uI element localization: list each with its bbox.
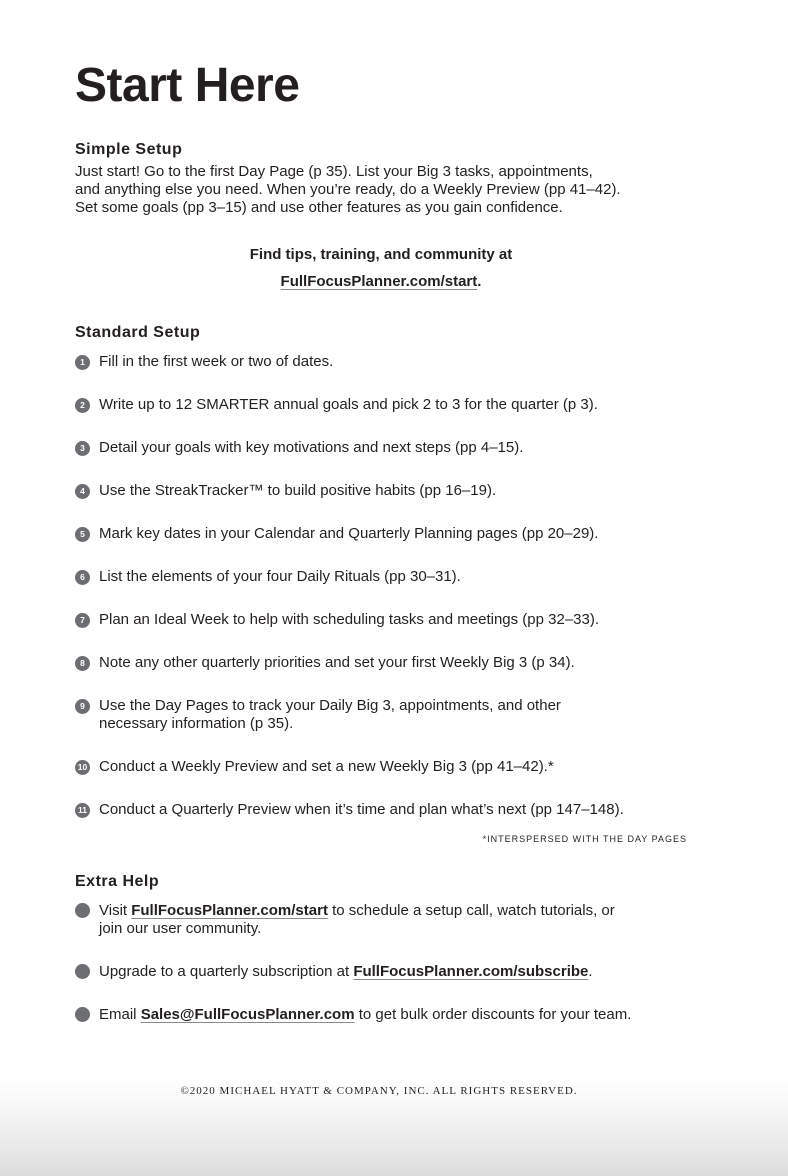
- tips-period: .: [477, 273, 482, 290]
- step-number-badge: 4: [75, 484, 90, 499]
- simple-setup-heading: Simple Setup: [75, 141, 183, 158]
- help-text: .: [588, 963, 593, 980]
- help-text: Email: [99, 1006, 141, 1023]
- setup-step: [75, 396, 687, 414]
- step-number-badge: 7: [75, 613, 90, 628]
- setup-step: [75, 654, 687, 672]
- setup-step: [75, 525, 687, 543]
- subscribe-link[interactable]: FullFocusPlanner.com/subscribe: [353, 963, 589, 980]
- setup-step: [75, 697, 687, 733]
- start-link[interactable]: FullFocusPlanner.com/start: [280, 273, 478, 290]
- standard-setup-steps: [75, 353, 687, 819]
- step-text: Plan an Ideal Week to help with scheduling tasks and meetings (pp 32–33).: [99, 611, 600, 628]
- help-item: [75, 963, 687, 981]
- step-number-badge: 10: [75, 760, 90, 775]
- help-text: Visit: [99, 902, 132, 919]
- step-text: Use the StreakTracker™ to build positive habits (pp 16–19).: [99, 482, 497, 499]
- setup-step: [75, 568, 687, 586]
- simple-setup-line: Just start! Go to the first Day Page (p 35). List your Big 3 tasks, appointments,: [75, 163, 593, 180]
- help-text: Upgrade to a quarterly subscription at: [99, 963, 354, 980]
- step-number-badge: 2: [75, 398, 90, 413]
- footnote: *INTERSPERSED WITH THE DAY PAGES: [482, 834, 687, 844]
- setup-step: [75, 439, 687, 457]
- help-text: to schedule a setup call, watch tutorials, or: [327, 902, 615, 919]
- step-text: Write up to 12 SMARTER annual goals and pick 2 to 3 for the quarter (p 3).: [99, 396, 598, 413]
- simple-setup-line: and anything else you need. When you’re ready, do a Weekly Preview (pp 41–42).: [75, 181, 621, 198]
- extra-help-heading: Extra Help: [75, 873, 160, 890]
- step-number-badge: 11: [75, 803, 90, 818]
- step-number-badge: 8: [75, 656, 90, 671]
- setup-step: [75, 801, 687, 819]
- sales-email-link[interactable]: Sales@FullFocusPlanner.com: [140, 1006, 355, 1023]
- step-text: Mark key dates in your Calendar and Quarterly Planning pages (pp 20–29).: [99, 525, 599, 542]
- step-text-continued: necessary information (p 35).: [99, 715, 294, 732]
- help-item: [75, 1006, 687, 1024]
- setup-step: [75, 353, 687, 371]
- copyright-notice: ©2020 MICHAEL HYATT & COMPANY, INC. ALL RIGHTS RESERVED.: [180, 1085, 578, 1097]
- step-text: Conduct a Weekly Preview and set a new Weekly Big 3 (pp 41–42).*: [99, 758, 554, 775]
- tips-text: Find tips, training, and community at: [249, 246, 513, 263]
- setup-step: [75, 758, 687, 776]
- tips-callout: [75, 241, 687, 295]
- extra-help-list: [75, 902, 687, 1024]
- start-here-page: [75, 58, 687, 1024]
- step-text: List the elements of your four Daily Rituals (pp 30–31).: [99, 568, 461, 585]
- bullet-icon: [75, 903, 90, 918]
- step-number-badge: 5: [75, 527, 90, 542]
- simple-setup-line: Set some goals (pp 3–15) and use other features as you gain confidence.: [75, 199, 563, 216]
- bullet-icon: [75, 964, 90, 979]
- help-item: [75, 902, 687, 938]
- step-text: Use the Day Pages to track your Daily Big 3, appointments, and other: [99, 697, 561, 714]
- step-number-badge: 6: [75, 570, 90, 585]
- help-text: to get bulk order discounts for your team.: [354, 1006, 632, 1023]
- step-text: Fill in the first week or two of dates.: [99, 353, 334, 370]
- step-number-badge: 3: [75, 441, 90, 456]
- step-text: Conduct a Quarterly Preview when it’s time and plan what’s next (pp 147–148).: [99, 801, 624, 818]
- help-text-continued: join our user community.: [99, 920, 262, 937]
- start-link[interactable]: FullFocusPlanner.com/start: [131, 902, 328, 919]
- page-title: Start Here: [75, 59, 300, 112]
- step-number-badge: 9: [75, 699, 90, 714]
- step-number-badge: 1: [75, 355, 90, 370]
- step-text: Detail your goals with key motivations and next steps (pp 4–15).: [99, 439, 524, 456]
- step-text: Note any other quarterly priorities and set your first Weekly Big 3 (p 34).: [99, 654, 575, 671]
- standard-setup-heading: Standard Setup: [75, 324, 201, 341]
- simple-setup-text: [75, 163, 687, 217]
- bullet-icon: [75, 1007, 90, 1022]
- setup-step: [75, 611, 687, 629]
- setup-step: [75, 482, 687, 500]
